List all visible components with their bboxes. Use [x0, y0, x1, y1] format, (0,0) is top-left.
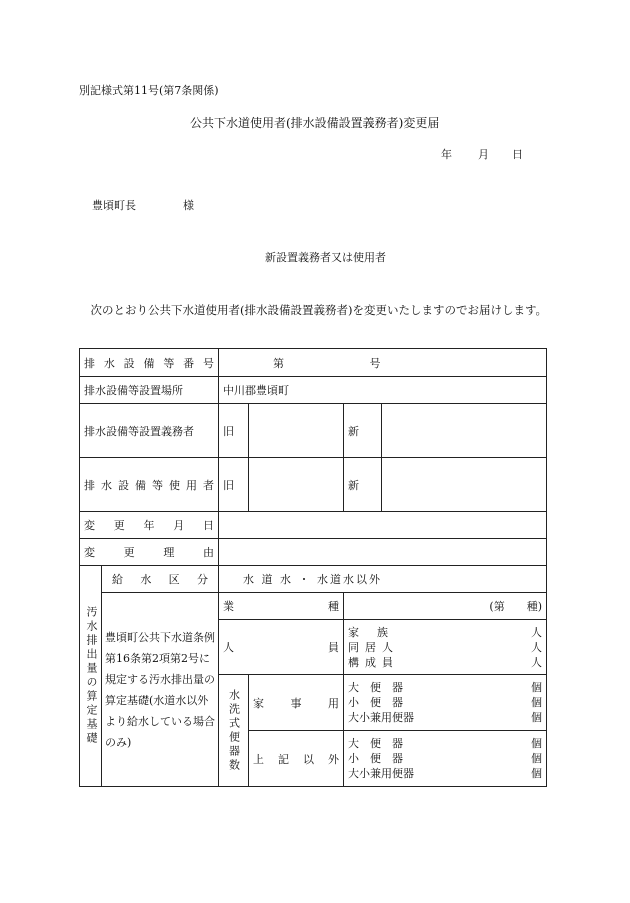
form-table	[79, 348, 547, 787]
date-day: 日	[512, 148, 523, 161]
change-date-field[interactable]	[219, 512, 547, 539]
change-reason-label: 変 更 理 由	[80, 539, 219, 566]
owner-label: 排水設備等設置義務者	[80, 404, 219, 458]
people-breakdown[interactable]: 家族 人 同居人 人 構成員 人	[344, 620, 547, 675]
honorific: 様	[183, 199, 194, 212]
user-label: 排 水 設 備 等 使 用 者	[80, 458, 219, 512]
form-number: 別記様式第11号(第7条関係)	[79, 84, 219, 97]
addressee: 豊頃町長	[92, 199, 136, 212]
industry-label: 業 種	[219, 593, 344, 620]
household-toilets[interactable]: 大便器 個 小便器 個 大小兼用便器 個	[344, 675, 547, 731]
owner-old-field[interactable]	[249, 404, 344, 458]
location-field[interactable]: 中川郡豊頃町	[219, 377, 547, 404]
other-label: 上 記 以 外	[249, 731, 344, 787]
user-old-label: 旧	[219, 458, 249, 512]
basis-text: 豊頃町公共下水道条例第16条第2項第2号に規定する汚水排出量の算定基礎(水道水以外より給水している場合のみ)	[102, 593, 219, 787]
applicant-label: 新設置義務者又は使用者	[265, 251, 386, 264]
number-go: 号	[369, 356, 381, 370]
household-label: 家 事 用	[249, 675, 344, 731]
owner-new-field[interactable]	[382, 404, 547, 458]
other-toilets[interactable]: 大便器 個 小便器 個 大小兼用便器 個	[344, 731, 547, 787]
form-title: 公共下水道使用者(排水設備設置義務者)変更届	[190, 116, 440, 130]
user-new-field[interactable]	[382, 458, 547, 512]
owner-old-label: 旧	[219, 404, 249, 458]
body-paragraph: 次のとおり公共下水道使用者(排水設備設置義務者)を変更いたしますのでお届けします。	[79, 303, 548, 317]
industry-value[interactable]: (第 種)	[344, 593, 547, 620]
number-dai: 第	[273, 356, 284, 370]
people-label: 人 員	[219, 620, 344, 675]
supply-label: 給 水 区 分	[102, 566, 219, 593]
change-reason-field[interactable]	[219, 539, 547, 566]
equipment-number-label: 排 水 設 備 等 番 号	[80, 349, 219, 377]
location-label: 排水設備等設置場所	[80, 377, 219, 404]
date-year: 年	[441, 148, 452, 161]
supply-value[interactable]: 水 道 水 ・ 水道水以外	[219, 566, 547, 593]
user-new-label: 新	[344, 458, 382, 512]
user-old-field[interactable]	[249, 458, 344, 512]
equipment-number-field[interactable]	[219, 349, 547, 377]
change-date-label: 変 更 年 月 日	[80, 512, 219, 539]
date-month: 月	[478, 148, 489, 161]
sewage-side-label: 汚水排出量の算定基礎	[80, 566, 102, 787]
toilet-side-label: 水洗式便器数	[219, 675, 249, 787]
owner-new-label: 新	[344, 404, 382, 458]
